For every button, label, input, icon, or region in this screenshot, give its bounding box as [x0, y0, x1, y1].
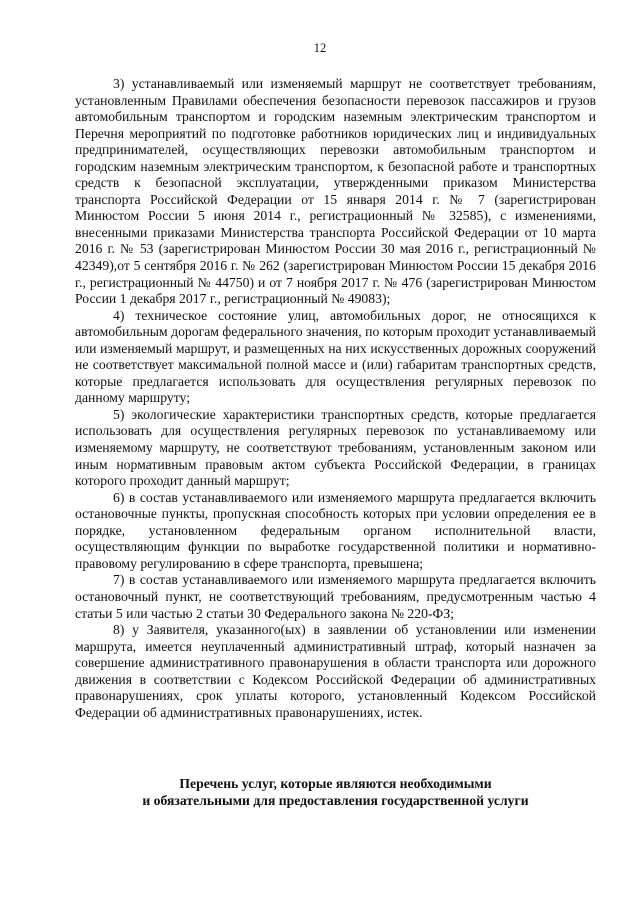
section-heading-line-1: Перечень услуг, которые являются необходимыми	[179, 776, 492, 791]
paragraph-item-6: 6) в состав устанавливаемого или изменяемого маршрута предлагается включить остановочные пункты, пропускная способность которых при условии определения ее в порядке, установленном федеральным органом исполнительной власти, осуществляющим функции по выработке государственной политики и нормативно-правовому регулированию в сфере транспорта, превышена;	[75, 489, 596, 571]
section-heading-line-2: и обязательными для предоставления государственной услуги	[142, 793, 529, 808]
paragraph-item-5: 5) экологические характеристики транспортных средств, которые предлагается использовать для осуществления регулярных перевозок по устанавливаемому или изменяемому маршруту, не соответствуют требованиям, установленным законом или иным нормативным правовым актом субъекта Российской Федерации, в границах которого проходит данный маршрут;	[75, 406, 596, 489]
paragraph-item-7: 7) в состав устанавливаемого или изменяемого маршрута предлагается включить остановочный пункт, не соответствующий требованиям, предусмотренным частью 4 статьи 5 или частью 2 статьи 30 Федерального закона № 220-ФЗ;	[75, 572, 596, 621]
section-heading	[75, 775, 596, 809]
paragraph-item-8: 8) у Заявителя, указанного(ых) в заявлении об установлении или изменении маршрута, имеется неуплаченный административный штраф, который назначен за совершение административного правонарушения в области транспорта или дорожного движения в соответствии с Кодексом Российской Федерации об административных правонарушениях, срок уплаты которого, установленный Кодексом Российской Федерации об административных правонарушениях, истек.	[75, 622, 596, 720]
page-number: 12	[313, 41, 327, 55]
paragraph-item-3: 3) устанавливаемый или изменяемый маршрут не соответствует требованиям, установленным Правилами обеспечения безопасности перевозок пассажиров и грузов автомобильным транспортом и городским наземным электрическим транспортом и Перечня мероприятий по подготовке работников юридических лиц и индивидуальных предпринимателей, осуществляющих перевозки автомобильным транспортом и городским наземным электрическим транспортом, к безопасной работе и транспортных средств к безопасной эксплуатации, утвержденными приказом Министерства транспорта Российской Федерации от 15 января 2014 г. № 7 (зарегистрирован Минюстом России 5 июня 2014 г., регистрационный № 32585), с изменениями, внесенными приказами Министерства транспорта Российской Федерации от 10 марта 2016 г. № 53 (зарегистрирован Минюстом России 30 мая 2016 г., регистрационный № 42349),от 5 сентября 2016 г. № 262 (зарегистрирован Минюстом России 15 декабря 2016 г., регистрационный № 44750) и от 7 ноября 2017 г. № 476 (зарегистрирован Минюстом России 1 декабря 2017 г., регистрационный № 49083);	[75, 76, 596, 307]
paragraph-item-4: 4) техническое состояние улиц, автомобильных дорог, не относящихся к автомобильным дорогам федерального значения, по которым проходит устанавливаемый или изменяемый маршрут, и размещенных на них искусственных дорожных сооружений не соответствует максимальной полной массе и (или) габаритам транспортных средств, которые предлагается использовать для осуществления регулярных перевозок по данному маршруту;	[75, 307, 596, 406]
document-body	[75, 76, 596, 721]
